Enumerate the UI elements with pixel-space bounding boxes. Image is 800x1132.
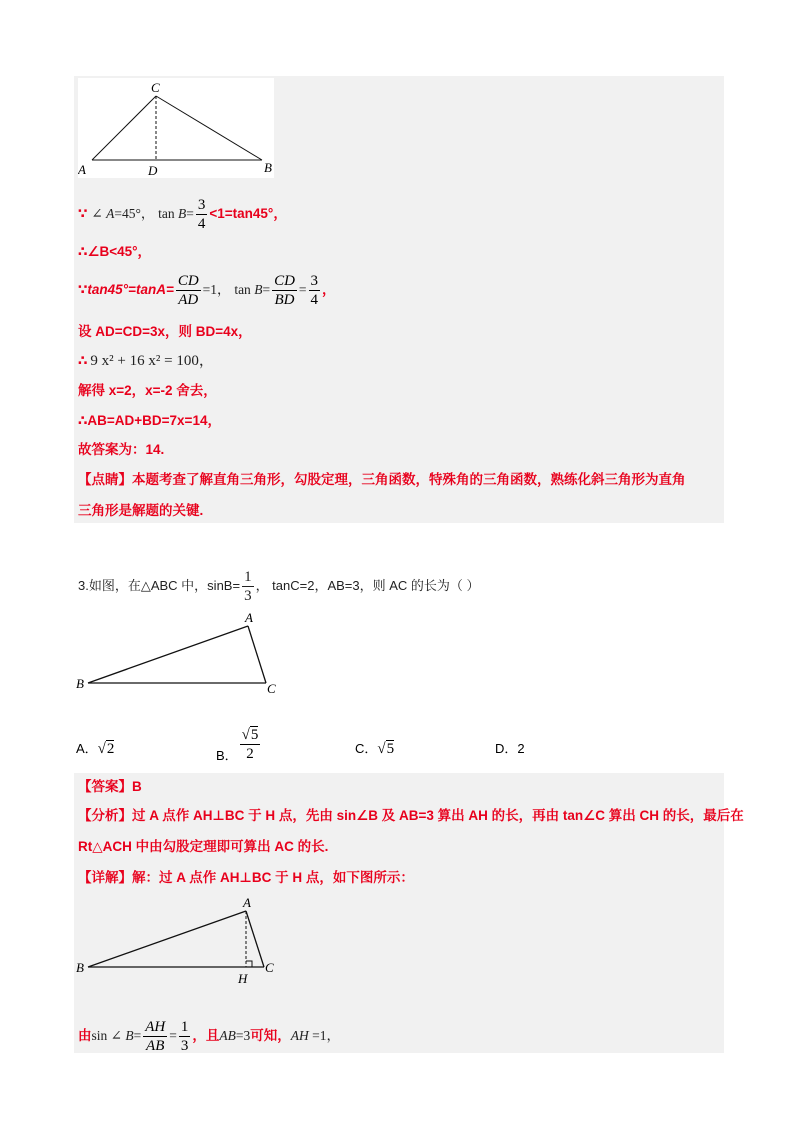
- fraction-1-3: $\frac{1}{3}$: [244, 569, 252, 604]
- solution-line-4: 设 AD=CD=3x，则 BD=4x，: [78, 324, 252, 339]
- detail-line: 【详解】解：过 A 点作 AH⊥BC 于 H 点，如下图所示：: [78, 870, 414, 885]
- key-point-line-2: 三角形是解题的关键.: [78, 503, 204, 518]
- solution-line-3: ∵tan45°=tanA= $\frac{CD}{AD}$ =1， tan B= $\frac{CD}{BD}$ = $\frac{3}{4}$ ，: [78, 273, 336, 308]
- fig3-label-b: B: [76, 960, 84, 975]
- solution-line-6: 解得 x=2，x=-2 舍去，: [78, 383, 217, 398]
- solution-line-2: ∴∠B<45°，: [78, 244, 152, 259]
- fig3-label-c: C: [265, 960, 274, 975]
- triangle-figure-2: [74, 608, 286, 698]
- solution-line-5: ∴ 9 x² + 16 x² = 100，: [78, 353, 214, 369]
- option-c[interactable]: C．√5: [355, 741, 395, 757]
- triangle-figure-1: [78, 78, 274, 178]
- triangle-figure-3: [74, 893, 286, 988]
- option-d[interactable]: D．2: [495, 741, 525, 756]
- fraction-cd-bd: $\frac{CD}{BD}$: [274, 273, 295, 308]
- fraction-3-4: $\frac{3}{4}$: [197, 197, 206, 232]
- answer-line: 【答案】B: [78, 779, 142, 794]
- fig1-label-d: D: [148, 163, 158, 178]
- solution-line-8: 故答案为：14.: [78, 442, 165, 457]
- fraction-cd-ad: $\frac{CD}{AD}$: [177, 273, 199, 308]
- solution-line-7: ∴AB=AD+BD=7x=14，: [78, 413, 221, 428]
- fig1-label-a: A: [78, 162, 86, 177]
- option-b[interactable]: B． $\frac{√5}{2}$: [216, 727, 259, 763]
- fig2-label-c: C: [267, 681, 276, 696]
- fig1-label-c: C: [151, 80, 160, 95]
- key-point-line-1: 【点睛】本题考查了解直角三角形，勾股定理，三角函数，特殊角的三角函数，熟练化斜三角形为直角: [78, 472, 686, 487]
- question-3-stem: 3.如图，在△ABC 中，sinB= $\frac{1}{3}$ ， tanC=2，AB=3，则 AC 的长为（ ）: [78, 569, 480, 604]
- solution-line-1: ∵ ∠ A=45°， tan B= $\frac{3}{4}$ <1=tan45°，: [78, 197, 287, 232]
- fraction-3-4-b: $\frac{3}{4}$: [310, 273, 319, 308]
- fraction-1-3-b: $\frac{1}{3}$: [180, 1019, 189, 1054]
- fig1-label-b: B: [264, 160, 272, 175]
- analysis-line-1: 【分析】过 A 点作 AH⊥BC 于 H 点，先由 sin∠B 及 AB=3 算出 AH 的长，再由 tan∠C 算出 CH 的长，最后在: [78, 808, 744, 823]
- detail-equation-line: 由sin ∠ B= $\frac{AH}{AB}$ = $\frac{1}{3}$ ，且AB=3可知，AH =1，: [78, 1019, 340, 1054]
- fig2-label-b: B: [76, 676, 84, 691]
- analysis-line-2: Rt△ACH 中由勾股定理即可算出 AC 的长.: [78, 839, 329, 854]
- option-a[interactable]: A．√2: [76, 741, 115, 757]
- fraction-ah-ab: $\frac{AH}{AB}$: [145, 1019, 166, 1054]
- fig3-label-a: A: [243, 895, 251, 910]
- fig2-label-a: A: [245, 610, 253, 625]
- fig3-label-h: H: [238, 971, 248, 986]
